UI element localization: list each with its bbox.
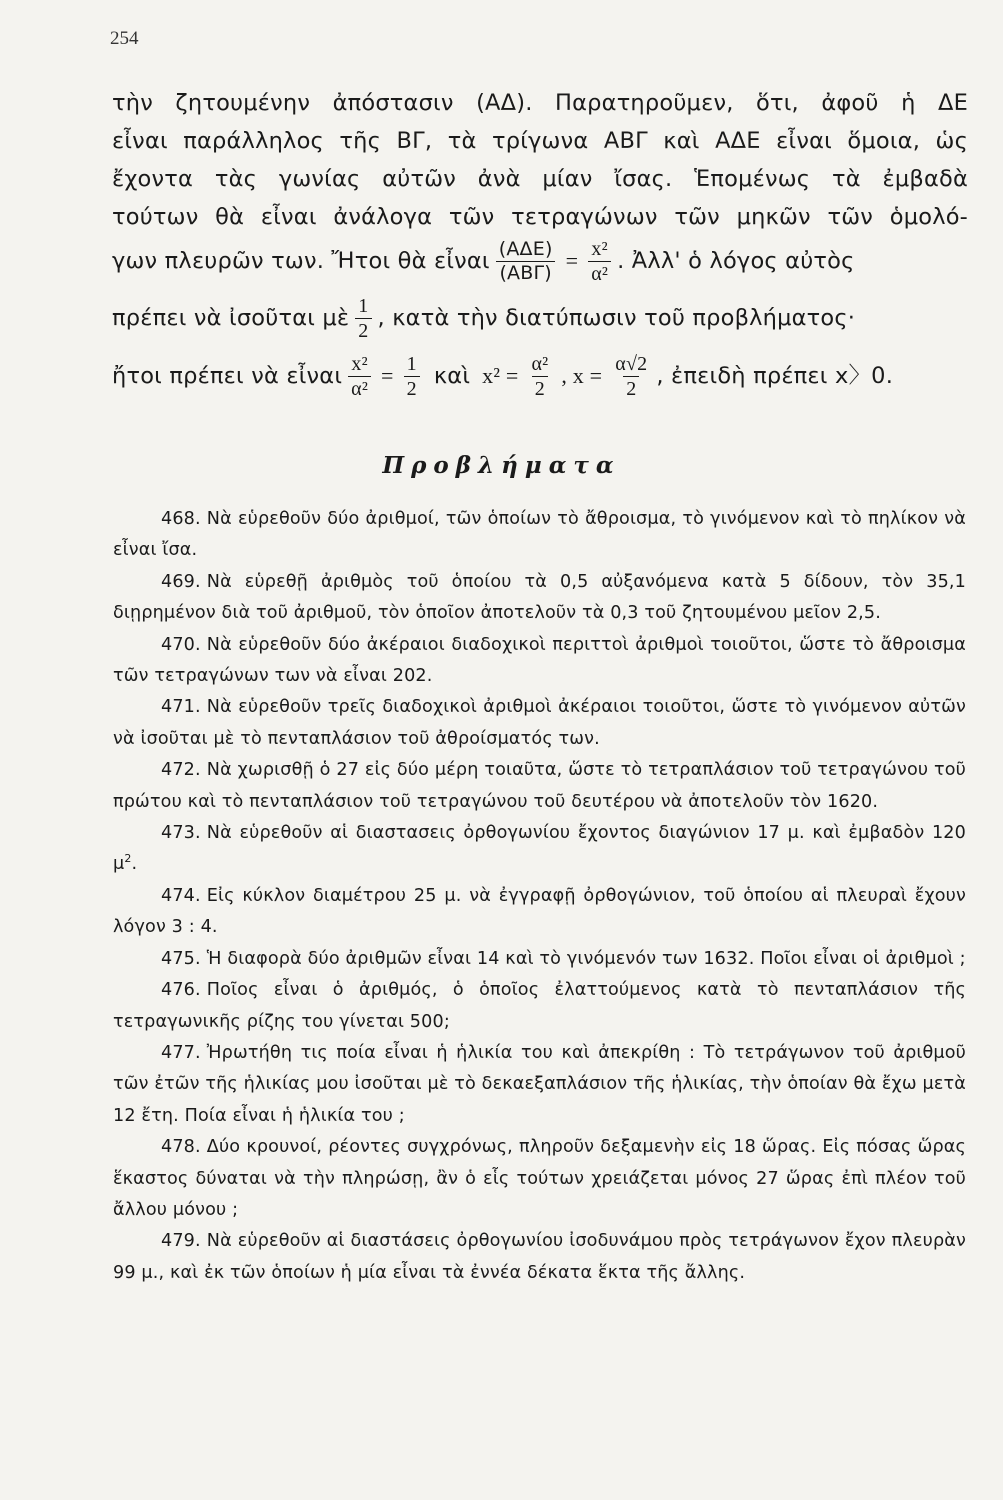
section-title: Προβλήματα: [382, 452, 621, 479]
problem-text: Δύο κρουνοί, ρέοντες συγχρόνως, πληροῦν δεξαμενὴν εἰς 18 ὥρας. Εἰς πόσας ὥρας ἕκαστος δύναται νὰ τὴν πληρώσῃ, ἂν ὁ εἷς τούτων χρειάζεται μόνος 27 ὥρας ἐπὶ πλέον τοῦ ἄλλου μόνου ;: [113, 1137, 966, 1220]
problem-item: [113, 567, 966, 630]
one-half-fraction: [355, 296, 371, 341]
problem-text: Εἰς κύκλον διαμέτρου 25 μ. νὰ ἐγγραφῇ ὀρθογώνιον, τοῦ ὁποίου αἱ πλευραὶ ἔχουν λόγον 3 : 4.: [113, 885, 966, 938]
fraction-numerator: x²: [591, 237, 608, 260]
problem-text: Νὰ εὑρεθοῦν δύο ἀκέραιοι διαδοχικοὶ περιττοὶ ἀριθμοὶ τοιοῦτοι, ὥστε τὸ ἄθροισμα τῶν τετραγώνων των νὰ εἶναι 202.: [113, 634, 966, 687]
problem-text: Νὰ εὑρεθοῦν αἱ διαστάσεις ὀρθογωνίου ἰσοδυνάμου πρὸς τετράγωνον ἔχον πλευρὰν 99 μ., καὶ ἐκ τῶν ὁποίων ἡ μία εἶναι τὰ ἐννέα δέκατα ἕκτα τῆς ἄλλης.: [113, 1231, 966, 1283]
intro-line-text: πρέπει νὰ ἰσοῦται μὲ: [112, 305, 350, 331]
problem-number: 473.: [161, 823, 201, 844]
problem-number: 477.: [161, 1042, 201, 1063]
fraction-denominator: 2: [355, 318, 371, 341]
problem-item: [113, 630, 966, 693]
problem-list: [113, 504, 966, 1289]
problem-text: Ἡ διαφορὰ δύο ἀριθμῶν εἶναι 14 καὶ τὸ γινόμενόν των 1632. Ποῖοι εἶναι οἱ ἀριθμοὶ ;: [206, 948, 966, 969]
one-half-fraction: [404, 354, 420, 399]
intro-line-text: γων πλευρῶν των. Ἤτοι θὰ εἶναι: [112, 248, 490, 274]
ratio-equation-line: [112, 236, 968, 286]
x-squared-over-a-squared: [348, 354, 371, 399]
problem-number: 471.: [161, 697, 201, 718]
problem-number: 468.: [161, 509, 201, 529]
problem-item: [113, 944, 966, 975]
problem-text: Νὰ εὑρεθοῦν δύο ἀριθμοί, τῶν ὁποίων τὸ ἄθροισμα, τὸ γινόμενον καὶ τὸ πηλίκον νὰ εἶναι ἴσα.: [113, 509, 966, 561]
problem-number: 479.: [161, 1231, 201, 1252]
problem-text: Ἠρωτήθη τις ποία εἶναι ἡ ἡλικία του καὶ ἀπεκρίθη : Τὸ τετράγωνον τοῦ ἀριθμοῦ τῶν ἐτῶν τῆς ἡλικίας μου ἰσοῦται μὲ τὸ δεκαεξαπλάσιον τῆς ἡλικίας, τὴν ὁποίαν θὰ ἔχω μετὰ 12 ἔτη. Ποία εἶναι ἡ ἡλικία του ;: [113, 1042, 966, 1126]
problem-item: [113, 1132, 966, 1226]
equals-sign: =: [565, 248, 579, 273]
problem-text: Νὰ εὑρεθοῦν τρεῖς διαδοχικοὶ ἀριθμοὶ ἀκέραιοι τοιοῦτοι, ὥστε τὸ γινόμενον αὐτῶν νὰ ἰσοῦται μὲ τὸ πενταπλάσιον τοῦ ἀθροίσματός των.: [113, 697, 966, 749]
a-squared-over-two: [528, 354, 551, 399]
problem-text-end: .: [131, 854, 138, 875]
problem-number: 478.: [161, 1137, 201, 1158]
solution-line: [112, 350, 968, 402]
intro-line: τούτων θὰ εἶναι ἀνάλογα τῶν τετραγώνων τῶν μηκῶν τῶν ὁμολό-: [112, 204, 968, 230]
one-half-line: [112, 286, 968, 350]
equals-sign: =: [381, 363, 394, 388]
fraction-numerator: 1: [406, 352, 417, 375]
fraction-numerator: x²: [351, 352, 368, 375]
intro-line-tail: , κατὰ τὴν διατύπωσιν τοῦ προβλήματος·: [377, 305, 856, 331]
x-squared-over-a-squared: [588, 239, 611, 284]
fraction-denominator: α²: [588, 261, 611, 284]
fraction-denominator: 2: [532, 376, 548, 399]
problem-text: Νὰ εὑρεθοῦν αἱ διαστασεις ὀρθογωνίου ἔχοντος διαγώνιον 17 μ. καὶ ἐμβαδὸν 120 μ: [113, 823, 966, 875]
problem-item: [113, 692, 966, 755]
x-squared-equals: x² =: [482, 363, 519, 388]
area-ratio-fraction: [496, 237, 556, 284]
problem-number: 475.: [161, 948, 201, 969]
fraction-numerator: (ΑΔΕ): [498, 237, 553, 260]
page-number: 254: [110, 28, 139, 49]
problem-item: [113, 818, 966, 881]
a-sqrt2-over-two: [612, 354, 650, 399]
superscript: 2: [124, 852, 132, 866]
problem-text: Νὰ εὑρεθῇ ἀριθμὸς τοῦ ὁποίου τὰ 0,5 αὐξανόμενα κατὰ 5 δίδουν, τὸν 35,1 διῃρημένον διὰ τοῦ ἀριθμοῦ, τὸν ὁποῖον ἀποτελοῦν τὰ 0,3 τοῦ ζητουμένου μεῖον 2,5.: [113, 571, 966, 624]
problem-text: Νὰ χωρισθῇ ὁ 27 εἰς δύο μέρη τοιαῦτα, ὥστε τὸ τετραπλάσιον τοῦ τετραγώνου τοῦ πρώτου καὶ τὸ πενταπλάσιον τοῦ τετραγώνου τοῦ δευτέρου νὰ ἀποτελοῦν τὸν 1620.: [113, 760, 966, 812]
conjunction-text: καὶ: [433, 363, 471, 389]
fraction-denominator: α²: [348, 376, 371, 399]
fraction-denominator: 2: [404, 376, 420, 399]
fraction-numerator: α√2: [615, 352, 648, 375]
intro-line: ἔχοντα τὰς γωνίας αὐτῶν ἀνὰ μίαν ἴσας. Ἑπομένως τὰ ἐμβαδὰ: [112, 166, 968, 192]
fraction-denominator: 2: [623, 376, 639, 399]
intro-line-tail: . Ἀλλ' ὁ λόγος αὐτὸς: [617, 248, 855, 274]
problem-item: [113, 881, 966, 944]
intro-line-text: ἤτοι πρέπει νὰ εἶναι: [112, 363, 343, 389]
fraction-numerator: α²: [531, 352, 549, 375]
intro-paragraph: [112, 84, 968, 402]
x-equals: , x =: [561, 363, 603, 388]
intro-line-tail: , ἐπειδὴ πρέπει x〉0.: [656, 363, 894, 389]
problem-item: [113, 1226, 966, 1289]
problem-item: [113, 504, 966, 567]
problem-item: [113, 755, 966, 818]
fraction-numerator: 1: [358, 294, 369, 317]
fraction-denominator: (ΑΒΓ): [496, 261, 554, 283]
problem-number: 472.: [161, 760, 201, 781]
problem-number: 474.: [161, 885, 201, 906]
problem-item: [113, 1038, 966, 1132]
intro-line: τὴν ζητουμένην ἀπόστασιν (ΑΔ). Παρατηροῦμεν, ὅτι, ἀφοῦ ἡ ΔΕ: [112, 90, 968, 116]
problem-number: 469.: [161, 571, 201, 592]
problem-item: [113, 975, 966, 1038]
intro-line: εἶναι παράλληλος τῆς ΒΓ, τὰ τρίγωνα ΑΒΓ καὶ ΑΔΕ εἶναι ὅμοια, ὡς: [112, 128, 968, 154]
problem-number: 470.: [161, 634, 201, 655]
problem-number: 476.: [161, 980, 201, 1001]
problem-text: Ποῖος εἶναι ὁ ἀριθμός, ὁ ὁποῖος ἐλαττούμενος κατὰ τὸ πενταπλάσιον τῆς τετραγωνικῆς ρίζης του γίνεται 500;: [113, 980, 966, 1032]
